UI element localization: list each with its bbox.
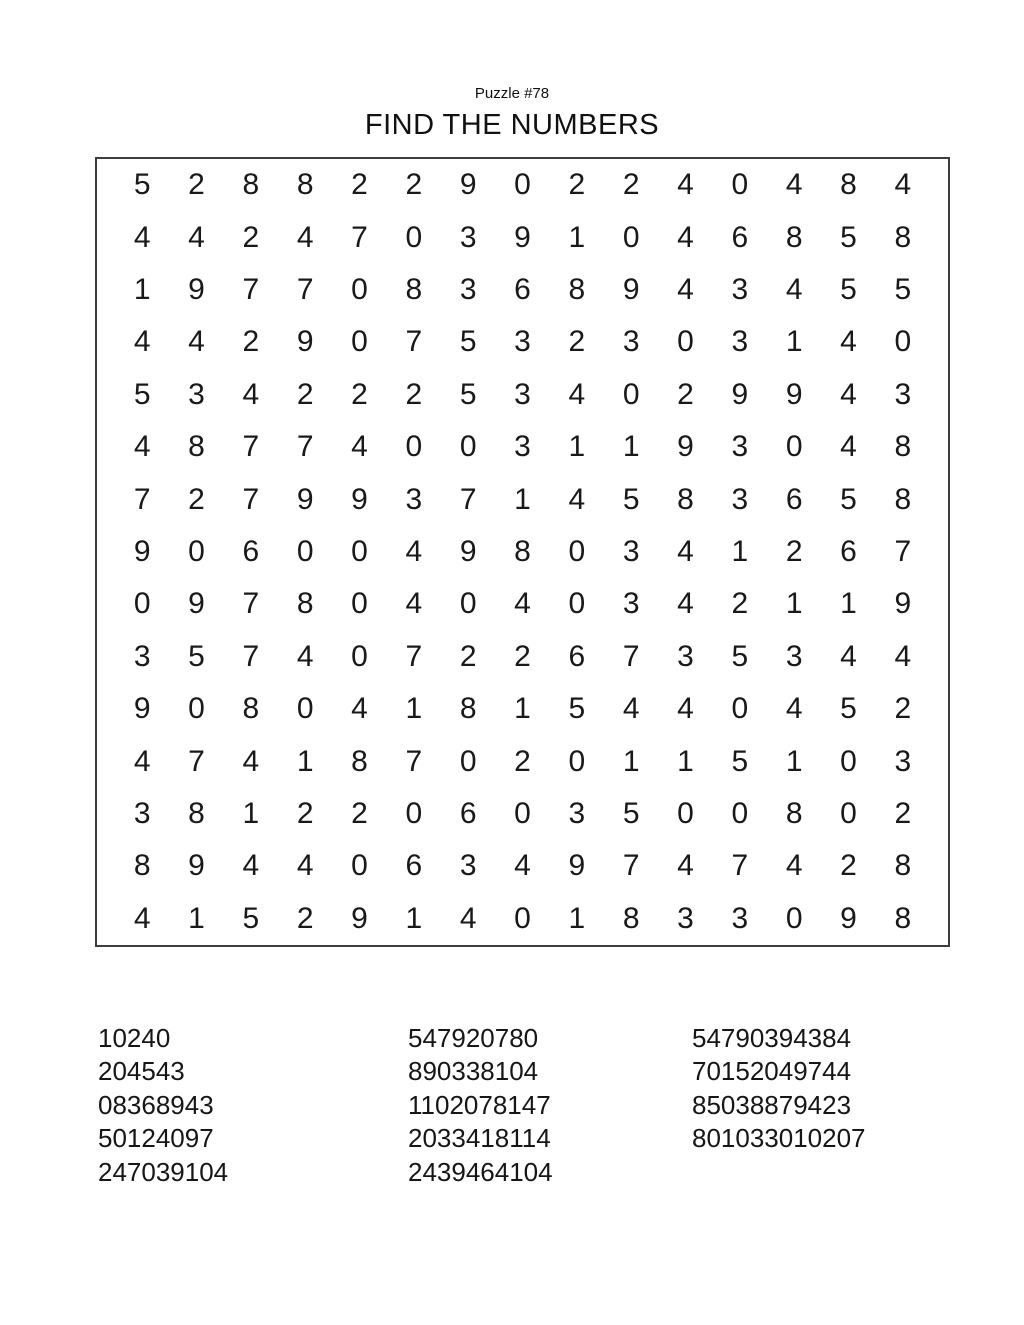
grid-cell-r15c1: 4	[133, 901, 151, 935]
grid-cell-r9c14: 1	[840, 587, 857, 621]
grid-cell-r15c15: 8	[894, 901, 912, 935]
grid-cell-r7c2: 2	[188, 482, 205, 516]
grid-cell-r4c8: 3	[514, 325, 531, 359]
grid-cell-r9c13: 1	[785, 587, 803, 621]
grid-cell-r6c3: 7	[242, 430, 260, 464]
grid-cell-r12c14: 0	[840, 744, 857, 778]
grid-cell-r5c11: 2	[677, 377, 694, 411]
grid-cell-r7c14: 5	[840, 482, 857, 516]
grid-cell-r7c10: 5	[622, 482, 640, 516]
grid-cell-r3c14: 5	[840, 272, 857, 306]
grid-cell-r3c1: 1	[133, 272, 151, 306]
grid-cell-r14c13: 4	[785, 849, 803, 883]
grid-cell-r9c7: 0	[459, 587, 477, 621]
grid-cell-r4c3: 2	[242, 325, 260, 359]
grid-cell-r9c12: 2	[731, 587, 749, 621]
grid-cell-r3c8: 6	[514, 272, 531, 306]
grid-cell-r3c3: 7	[242, 272, 260, 306]
word-list	[0, 1022, 1024, 1222]
word-list-item: 1102078147	[408, 1089, 551, 1120]
grid-cell-r15c14: 9	[840, 901, 857, 935]
grid-cell-r1c5: 2	[351, 168, 368, 202]
grid-cell-r11c6: 1	[405, 692, 423, 726]
grid-cell-r2c8: 9	[514, 220, 531, 254]
grid-cell-r4c15: 0	[894, 325, 912, 359]
grid-cell-r8c14: 6	[840, 534, 857, 568]
grid-cell-r6c10: 1	[622, 430, 640, 464]
grid-cell-r11c2: 0	[188, 692, 205, 726]
grid-cell-r4c10: 3	[622, 325, 640, 359]
grid-cell-r1c3: 8	[242, 168, 260, 202]
grid-cell-r8c11: 4	[677, 534, 694, 568]
grid-cell-r1c4: 8	[296, 168, 314, 202]
grid-cell-r4c12: 3	[731, 325, 749, 359]
grid-cell-r15c11: 3	[677, 901, 694, 935]
grid-cell-r14c9: 9	[568, 849, 586, 883]
grid-cell-r10c13: 3	[785, 639, 803, 673]
grid-cell-r1c6: 2	[405, 168, 423, 202]
grid-cell-r5c12: 9	[731, 377, 749, 411]
grid-cell-r2c7: 3	[459, 220, 477, 254]
grid-cell-r11c15: 2	[894, 692, 912, 726]
grid-cell-r10c5: 0	[351, 639, 368, 673]
grid-cell-r13c5: 2	[351, 796, 368, 830]
grid-cell-r13c12: 0	[731, 796, 749, 830]
grid-cell-r7c7: 7	[459, 482, 477, 516]
grid-cell-r12c4: 1	[296, 744, 314, 778]
grid-cell-r2c14: 5	[840, 220, 857, 254]
grid-cell-r5c15: 3	[894, 377, 912, 411]
grid-cell-r9c3: 7	[242, 587, 260, 621]
grid-cell-r2c6: 0	[405, 220, 423, 254]
grid-cell-r14c10: 7	[622, 849, 640, 883]
page-title: FIND THE NUMBERS	[364, 109, 660, 141]
grid-cell-r2c10: 0	[622, 220, 640, 254]
grid-cell-r7c15: 8	[894, 482, 912, 516]
word-list-item: 547920780	[408, 1023, 539, 1053]
grid-cell-r2c2: 4	[188, 220, 205, 254]
grid-cell-r8c2: 0	[188, 534, 205, 568]
word-list-item: 2439464104	[408, 1156, 553, 1187]
grid-cell-r11c1: 9	[133, 692, 151, 726]
grid-cell-r12c8: 2	[514, 744, 531, 778]
grid-cell-r14c5: 0	[351, 849, 368, 883]
grid-cell-r7c11: 8	[677, 482, 694, 516]
grid-cell-r15c7: 4	[459, 901, 477, 935]
grid-cell-r13c3: 1	[242, 796, 260, 830]
grid-cell-r1c12: 0	[731, 168, 749, 202]
grid-cell-r12c9: 0	[568, 744, 586, 778]
grid-cell-r7c4: 9	[296, 482, 314, 516]
grid-cell-r5c10: 0	[622, 377, 640, 411]
grid-cell-r11c12: 0	[731, 692, 749, 726]
grid-cell-r9c1: 0	[133, 587, 151, 621]
grid-cell-r12c13: 1	[785, 744, 803, 778]
grid-cell-r3c2: 9	[188, 272, 205, 306]
grid-cell-r14c11: 4	[677, 849, 694, 883]
grid-cell-r6c1: 4	[133, 430, 151, 464]
grid-cell-r14c2: 9	[188, 849, 205, 883]
grid-cell-r14c14: 2	[840, 849, 857, 883]
grid-cell-r15c4: 2	[296, 901, 314, 935]
grid-cell-r4c7: 5	[459, 325, 477, 359]
grid-cell-r2c9: 1	[568, 220, 586, 254]
grid-cell-r12c5: 8	[351, 744, 368, 778]
word-list-item: 801033010207	[692, 1123, 866, 1154]
grid-cell-r1c1: 5	[133, 168, 151, 202]
word-list-item: 70152049744	[692, 1056, 852, 1087]
grid-cell-r3c6: 8	[405, 272, 423, 306]
grid-cell-r3c11: 4	[677, 272, 694, 306]
word-list-item: 10240	[98, 1023, 171, 1053]
grid-cell-r12c12: 5	[731, 744, 749, 778]
grid-cell-r2c15: 8	[894, 220, 912, 254]
grid-cell-r3c13: 4	[785, 272, 803, 306]
grid-cell-r4c14: 4	[840, 325, 857, 359]
grid-cell-r9c9: 0	[568, 587, 586, 621]
grid-cell-r4c1: 4	[133, 325, 151, 359]
grid-cell-r1c7: 9	[459, 168, 477, 202]
grid-cell-r10c12: 5	[731, 639, 749, 673]
grid-cell-r8c8: 8	[514, 534, 531, 568]
grid-cell-r2c4: 4	[296, 220, 314, 254]
grid-cell-r5c1: 5	[133, 377, 151, 411]
grid-cell-r4c9: 2	[568, 325, 586, 359]
grid-cell-r4c6: 7	[405, 325, 423, 359]
grid-cell-r14c15: 8	[894, 849, 912, 883]
word-list-item: 08368943	[98, 1089, 214, 1120]
grid-cell-r10c7: 2	[459, 639, 477, 673]
word-list-item: 890338104	[408, 1056, 539, 1087]
grid-cell-r5c4: 2	[296, 377, 314, 411]
grid-cell-r3c4: 7	[296, 272, 314, 306]
grid-cell-r5c2: 3	[188, 377, 205, 411]
grid-cell-r14c3: 4	[242, 849, 260, 883]
grid-cell-r12c1: 4	[133, 744, 151, 778]
grid-cell-r8c6: 4	[405, 534, 423, 568]
grid-cell-r10c15: 4	[894, 639, 912, 673]
grid-cell-r9c8: 4	[514, 587, 531, 621]
grid-cell-r10c9: 6	[568, 639, 586, 673]
grid-cell-r6c14: 4	[840, 430, 857, 464]
grid-cell-r6c6: 0	[405, 430, 423, 464]
grid-cell-r13c13: 8	[785, 796, 803, 830]
grid-cell-r14c6: 6	[405, 849, 423, 883]
grid-cell-r13c9: 3	[568, 796, 586, 830]
word-list-item: 2033418114	[408, 1123, 551, 1154]
grid-cell-r12c3: 4	[242, 744, 260, 778]
grid-cell-r12c11: 1	[677, 744, 694, 778]
grid-cell-r8c12: 1	[731, 534, 749, 568]
word-list-item: 247039104	[98, 1156, 229, 1187]
grid-cell-r2c5: 7	[351, 220, 368, 254]
grid-cell-r13c15: 2	[894, 796, 912, 830]
grid-cell-r5c8: 3	[514, 377, 531, 411]
grid-cell-r7c9: 4	[568, 482, 586, 516]
grid-cell-r11c10: 4	[622, 692, 640, 726]
grid-cell-r2c1: 4	[133, 220, 151, 254]
grid-cell-r14c7: 3	[459, 849, 477, 883]
grid-cell-r3c12: 3	[731, 272, 749, 306]
number-grid	[95, 157, 950, 947]
word-list-item: 204543	[98, 1056, 185, 1087]
grid-cell-r13c10: 5	[622, 796, 640, 830]
grid-cell-r13c11: 0	[677, 796, 694, 830]
grid-cell-r7c6: 3	[405, 482, 423, 516]
grid-cell-r4c5: 0	[351, 325, 368, 359]
grid-cell-r6c7: 0	[459, 430, 477, 464]
grid-cell-r12c6: 7	[405, 744, 423, 778]
grid-cell-r15c2: 1	[188, 901, 205, 935]
grid-cell-r3c15: 5	[894, 272, 912, 306]
grid-cell-r10c6: 7	[405, 639, 423, 673]
grid-cell-r13c4: 2	[296, 796, 314, 830]
word-list-column-1	[98, 1022, 228, 1189]
grid-cell-r7c12: 3	[731, 482, 749, 516]
grid-cell-r6c2: 8	[188, 430, 205, 464]
grid-cell-r10c11: 3	[677, 639, 694, 673]
grid-cell-r9c10: 3	[622, 587, 640, 621]
grid-cell-r10c2: 5	[188, 639, 205, 673]
grid-cell-r5c9: 4	[568, 377, 586, 411]
grid-cell-r7c3: 7	[242, 482, 260, 516]
grid-cell-r7c1: 7	[133, 482, 151, 516]
grid-cell-r11c11: 4	[677, 692, 694, 726]
grid-cell-r8c3: 6	[242, 534, 260, 568]
grid-cell-r10c8: 2	[514, 639, 531, 673]
grid-cell-r2c3: 2	[242, 220, 260, 254]
grid-cell-r15c5: 9	[351, 901, 368, 935]
grid-cell-r8c5: 0	[351, 534, 368, 568]
grid-cell-r3c7: 3	[459, 272, 477, 306]
grid-cell-r6c12: 3	[731, 430, 749, 464]
grid-cell-r5c3: 4	[242, 377, 260, 411]
grid-cell-r1c8: 0	[514, 168, 531, 202]
grid-cell-r3c10: 9	[622, 272, 640, 306]
grid-cell-r7c8: 1	[514, 482, 531, 516]
puzzle-number-label: Puzzle #78	[474, 85, 550, 102]
grid-cell-r13c6: 0	[405, 796, 423, 830]
grid-cell-r5c7: 5	[459, 377, 477, 411]
word-list-item: 85038879423	[692, 1089, 852, 1120]
grid-cell-r10c3: 7	[242, 639, 260, 673]
grid-cell-r10c1: 3	[133, 639, 151, 673]
grid-cell-r2c12: 6	[731, 220, 749, 254]
grid-cell-r12c10: 1	[622, 744, 640, 778]
word-list-column-3	[692, 1022, 866, 1156]
grid-cell-r11c4: 0	[296, 692, 314, 726]
grid-cell-r15c6: 1	[405, 901, 423, 935]
grid-cell-r13c1: 3	[133, 796, 151, 830]
grid-cell-r3c9: 8	[568, 272, 586, 306]
grid-cell-r3c5: 0	[351, 272, 368, 306]
grid-cell-r6c11: 9	[677, 430, 694, 464]
grid-cell-r12c2: 7	[188, 744, 205, 778]
grid-cell-r13c14: 0	[840, 796, 857, 830]
grid-cell-r10c10: 7	[622, 639, 640, 673]
grid-cell-r10c14: 4	[840, 639, 857, 673]
grid-cell-r15c8: 0	[514, 901, 531, 935]
grid-cell-r13c8: 0	[514, 796, 531, 830]
grid-cell-r7c5: 9	[351, 482, 368, 516]
grid-cell-r5c5: 2	[351, 377, 368, 411]
grid-cell-r8c15: 7	[894, 534, 912, 568]
grid-cell-r11c8: 1	[514, 692, 531, 726]
grid-cell-r5c6: 2	[405, 377, 423, 411]
grid-cell-r15c3: 5	[242, 901, 260, 935]
word-list-column-2	[408, 1022, 553, 1189]
grid-cell-r4c2: 4	[188, 325, 205, 359]
grid-cell-r6c5: 4	[351, 430, 368, 464]
grid-cell-r11c14: 5	[840, 692, 857, 726]
grid-cell-r1c13: 4	[785, 168, 803, 202]
grid-cell-r7c13: 6	[785, 482, 803, 516]
grid-cell-r13c2: 8	[188, 796, 205, 830]
grid-cell-r1c10: 2	[622, 168, 640, 202]
word-list-item: 50124097	[98, 1123, 214, 1154]
grid-cell-r1c15: 4	[894, 168, 912, 202]
grid-cell-r4c11: 0	[677, 325, 694, 359]
grid-cell-r8c13: 2	[785, 534, 803, 568]
grid-cell-r15c9: 1	[568, 901, 586, 935]
grid-cell-r8c7: 9	[459, 534, 477, 568]
grid-cell-r15c12: 3	[731, 901, 749, 935]
grid-cell-r6c13: 0	[785, 430, 803, 464]
grid-cell-r9c15: 9	[894, 587, 912, 621]
grid-cell-r11c13: 4	[785, 692, 803, 726]
grid-cell-r11c5: 4	[351, 692, 368, 726]
grid-cell-r9c5: 0	[351, 587, 368, 621]
grid-cell-r14c1: 8	[133, 849, 151, 883]
grid-cell-r10c4: 4	[296, 639, 314, 673]
grid-cell-r9c6: 4	[405, 587, 423, 621]
grid-cell-r6c4: 7	[296, 430, 314, 464]
grid-cell-r12c7: 0	[459, 744, 477, 778]
grid-cell-r14c8: 4	[514, 849, 531, 883]
grid-cell-r14c4: 4	[296, 849, 314, 883]
grid-cell-r1c9: 2	[568, 168, 586, 202]
grid-cell-r1c2: 2	[188, 168, 205, 202]
grid-cell-r5c13: 9	[785, 377, 803, 411]
grid-cell-r11c9: 5	[568, 692, 586, 726]
grid-cell-r6c9: 1	[568, 430, 586, 464]
grid-cell-r11c3: 8	[242, 692, 260, 726]
grid-cell-r2c11: 4	[677, 220, 694, 254]
grid-cell-r6c15: 8	[894, 430, 912, 464]
grid-cell-r9c4: 8	[296, 587, 314, 621]
grid-cell-r6c8: 3	[514, 430, 531, 464]
grid-cell-r1c14: 8	[840, 168, 857, 202]
grid-cell-r8c10: 3	[622, 534, 640, 568]
grid-cell-r9c2: 9	[188, 587, 205, 621]
grid-cell-r11c7: 8	[459, 692, 477, 726]
grid-cell-r8c9: 0	[568, 534, 586, 568]
grid-cell-r15c13: 0	[785, 901, 803, 935]
grid-cell-r1c11: 4	[677, 168, 694, 202]
grid-cell-r5c14: 4	[840, 377, 857, 411]
grid-cell-r8c1: 9	[133, 534, 151, 568]
grid-cell-r4c13: 1	[785, 325, 803, 359]
grid-cell-r13c7: 6	[459, 796, 477, 830]
grid-cell-r9c11: 4	[677, 587, 694, 621]
grid-cell-r4c4: 9	[296, 325, 314, 359]
word-list-item: 54790394384	[692, 1023, 852, 1053]
grid-cell-r8c4: 0	[296, 534, 314, 568]
grid-cell-r15c10: 8	[622, 901, 640, 935]
grid-cell-r14c12: 7	[731, 849, 749, 883]
grid-cell-r2c13: 8	[785, 220, 803, 254]
grid-cell-r12c15: 3	[894, 744, 912, 778]
